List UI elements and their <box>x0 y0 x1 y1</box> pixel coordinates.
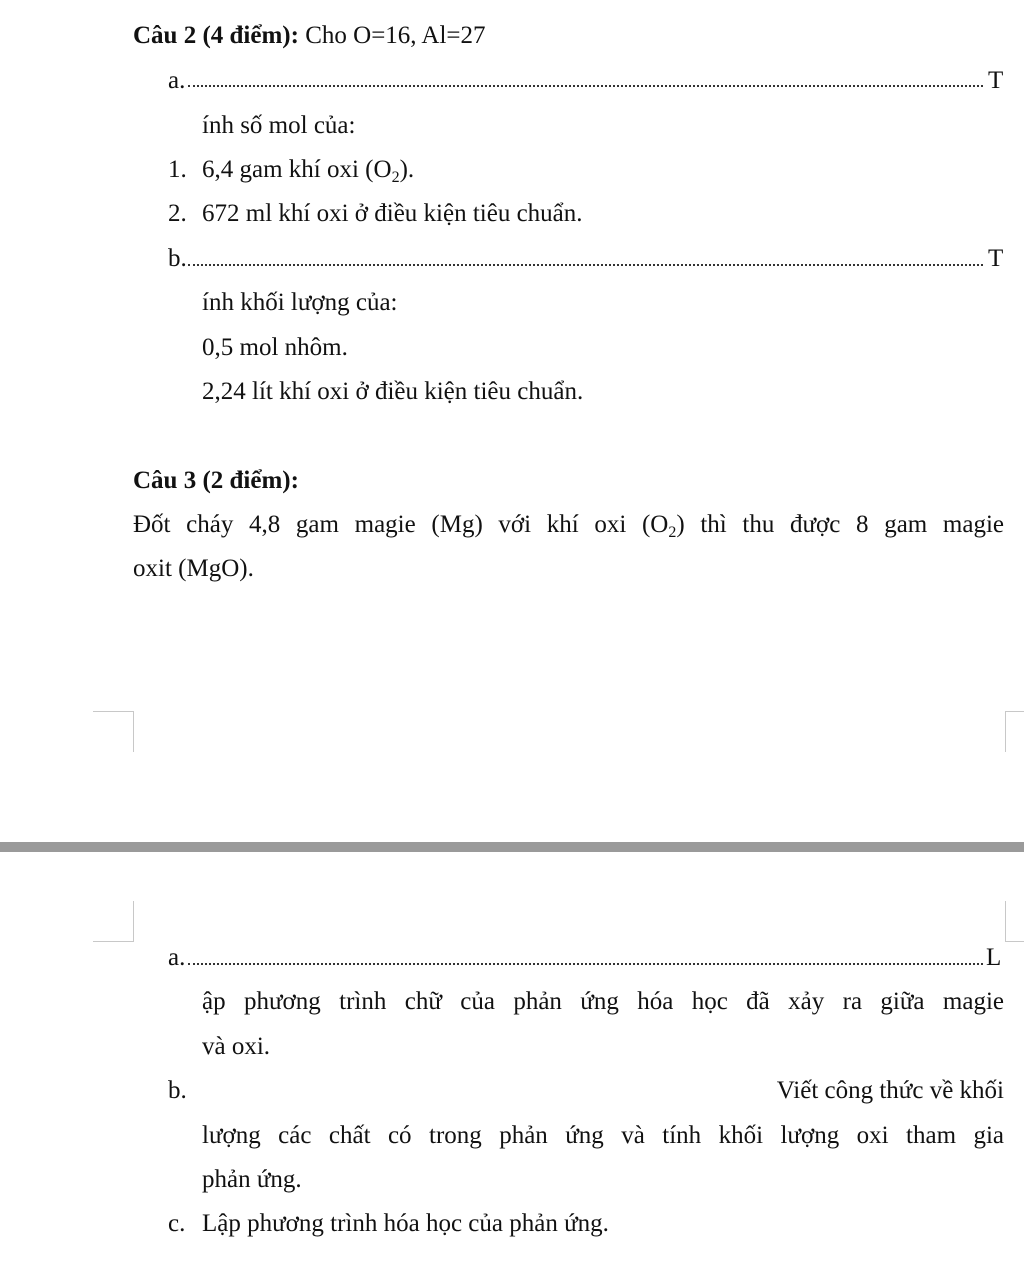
part-a-item-2: 672 ml khí oxi ở điều kiện tiêu chuẩn. <box>202 200 583 227</box>
part-b-leader-end: T <box>988 245 1004 272</box>
p2-part-b-line-3: phản ứng. <box>202 1166 302 1193</box>
p2-part-a-line-1: ập phương trình chữ của phản ứng hóa học đã xảy ra giữa magie <box>202 988 1004 1015</box>
p2-part-a-leader-end: L <box>986 944 1002 971</box>
part-b-item-2: 2,24 lít khí oxi ở điều kiện tiêu chuẩn. <box>202 378 584 405</box>
question-3-intro-line-2: oxit (MgO). <box>133 555 254 582</box>
part-a-label: a. <box>168 67 186 94</box>
page-separator <box>0 842 1024 852</box>
part-b-label: b. <box>168 245 187 272</box>
question-2-heading: Câu 2 (4 điểm): <box>133 22 299 49</box>
p2-part-a-line-2: và oxi. <box>202 1033 271 1060</box>
p2-part-b-line-2: lượng các chất có trong phản ứng và tính khối lượng oxi tham gia <box>202 1122 1004 1149</box>
page-corner-mark-top-left <box>93 901 134 942</box>
q3-intro-subscript: 2 <box>668 524 677 541</box>
p2-part-b-label: b. <box>168 1077 187 1104</box>
part-b-item-1: 0,5 mol nhôm. <box>202 334 348 361</box>
item-1-subscript: 2 <box>391 169 400 186</box>
dotted-leader-b <box>188 264 983 266</box>
page-corner-mark-bottom-right <box>1005 711 1024 752</box>
page-corner-mark-bottom-left <box>93 711 134 752</box>
dotted-leader-a <box>188 85 983 87</box>
part-b-prompt: ính khối lượng của: <box>202 289 398 316</box>
question-2-header <box>133 21 486 51</box>
part-a-prompt: ính số mol của: <box>202 112 356 139</box>
q3-intro-text: Đốt cháy 4,8 gam magie (Mg) với khí oxi (O <box>133 511 669 538</box>
part-a-item-1-number: 1. <box>168 156 187 183</box>
p2-part-c-label: c. <box>168 1210 186 1237</box>
p2-part-a-label: a. <box>168 944 186 971</box>
part-a-leader-end: T <box>988 67 1004 94</box>
item-1-text: 6,4 gam khí oxi (O <box>202 156 392 183</box>
item-1-text-end: ). <box>399 156 415 183</box>
q3-intro-text-end: ) thì thu được 8 gam magie <box>676 511 1004 538</box>
atomic-masses-given: Cho O=16, Al=27 <box>298 22 486 49</box>
p2-part-c-text: Lập phương trình hóa học của phản ứng. <box>202 1210 609 1237</box>
page-corner-mark-top-right <box>1005 901 1024 942</box>
question-3-intro-line-1 <box>133 510 1004 540</box>
p2-dotted-leader-a <box>188 963 983 965</box>
part-a-item-1 <box>202 155 414 185</box>
p2-part-b-line-1: Viết công thức về khối <box>776 1077 1004 1104</box>
question-3-heading: Câu 3 (2 điểm): <box>133 467 299 494</box>
part-a-item-2-number: 2. <box>168 200 187 227</box>
